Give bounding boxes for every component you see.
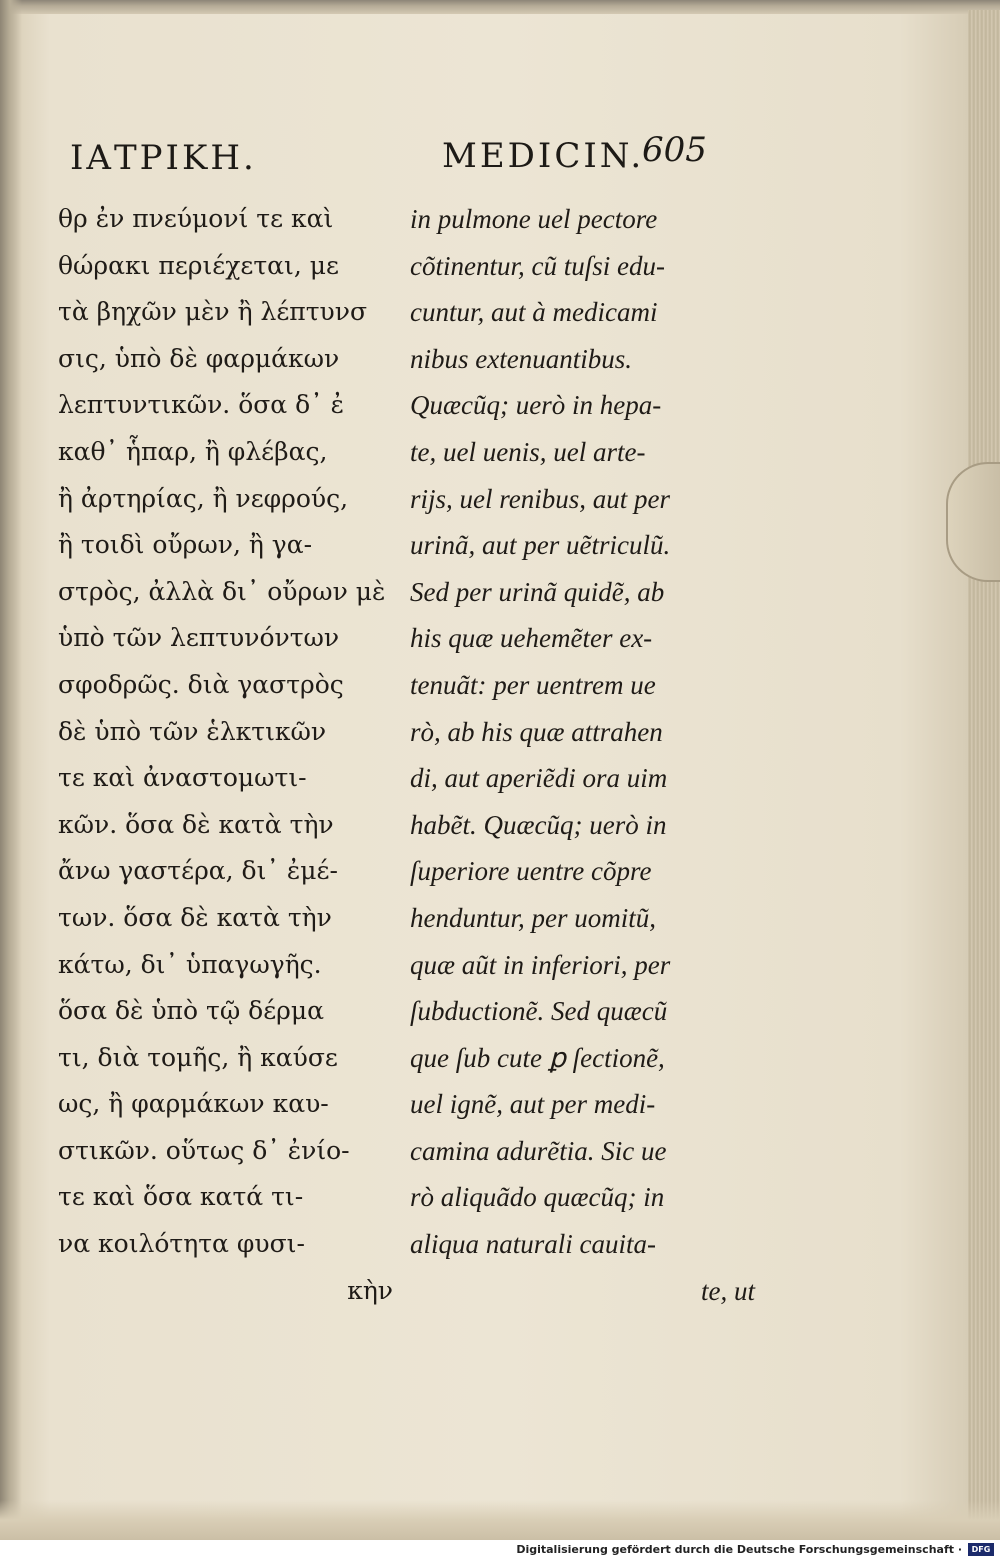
latin-line: habẽt. Quæcũq; uerò in [410, 809, 667, 840]
greek-line: των. ὅσα δὲ κατὰ τὴν [58, 902, 332, 932]
greek-line: ὅσα δὲ ὑπὸ τῷ δέρμα [58, 996, 324, 1026]
book-top-edge [0, 0, 1000, 14]
greek-line: να κοιλότητα φυσι- [58, 1229, 305, 1259]
greek-line: λεπτυντικῶν. ὅσα δ᾽ ἐ [58, 390, 345, 420]
latin-line: rò aliquãdo quæcũq; in [410, 1182, 665, 1213]
latin-running-title: MEDICIN. [442, 136, 645, 176]
greek-line: ἢ τοιδὶ οὔρων, ἢ γα- [58, 530, 313, 560]
greek-line: τε καὶ ἀναστομωτι- [58, 763, 307, 793]
greek-line: καθ᾽ ἧπαρ, ἢ φλέβας, [58, 436, 328, 466]
latin-line: tenuãt: per uentrem ue [410, 669, 656, 700]
greek-line: ως, ἢ φαρμάκων καυ- [58, 1089, 329, 1119]
running-header [70, 130, 750, 186]
greek-line: ὑπὸ τῶν λεπτυνόντων [58, 623, 340, 653]
latin-line: henduntur, per uomitũ, [410, 902, 656, 933]
latin-text-column [410, 196, 755, 1314]
page-number: 605 [642, 130, 707, 170]
latin-line: di, aut aperiẽdi ora uim [410, 763, 668, 794]
book-clasp [946, 462, 1000, 582]
latin-line: uel ignẽ, aut per medi- [410, 1089, 656, 1120]
greek-line: σφοδρῶς. διὰ γαστρὸς [58, 669, 344, 699]
greek-line: τε καὶ ὅσα κατά τι- [58, 1182, 304, 1212]
greek-line: σις, ὑπὸ δὲ φαρμάκων [58, 343, 340, 373]
latin-line: cõtinentur, cũ tuſsi edu- [410, 250, 665, 281]
latin-line: nibus extenuantibus. [410, 343, 632, 374]
latin-line: his quæ uehemẽter ex- [410, 623, 653, 654]
greek-line: τι, διὰ τομῆς, ἢ καύσε [58, 1042, 338, 1072]
greek-line: ἄνω γαστέρα, δι᾽ ἐμέ- [58, 856, 338, 886]
funding-credit: Digitalisierung gefördert durch die Deutsche Forschungsgemeinschaft · [516, 1543, 962, 1556]
latin-line: in pulmone uel pectore [410, 204, 658, 234]
latin-line: cuntur, aut à medicami [410, 297, 658, 328]
greek-catchword: κὴν [347, 1275, 393, 1305]
latin-line: ſubductionẽ. Sed quæcũ [410, 996, 668, 1027]
latin-line: Sed per urinã quidẽ, ab [410, 576, 665, 607]
dfg-logo: DFG [968, 1543, 994, 1556]
greek-running-title: ΙΑΤΡΙΚΗ. [70, 138, 257, 178]
latin-line: quæ aũt in inferiori, per [410, 949, 671, 980]
greek-line: κάτω, δι᾽ ὑπαγωγῆς. [58, 949, 322, 979]
latin-line: Quæcũq; uerò in hepa- [410, 390, 662, 421]
greek-line: στικῶν. οὕτως δ᾽ ἐνίο- [58, 1135, 350, 1165]
latin-line: camina adurẽtia. Sic ue [410, 1135, 667, 1166]
latin-line: aliqua naturali cauita- [410, 1229, 656, 1260]
greek-line: στρὸς, ἀλλὰ δι᾽ οὔρων μὲ [58, 576, 386, 606]
greek-text-column [58, 196, 393, 1314]
latin-line: que ſub cute ꝑ ſectionẽ, [410, 1042, 665, 1073]
greek-line: θρ ἐν πνεύμονί τε καὶ [58, 204, 334, 233]
page-stack-edge [968, 10, 1000, 1540]
latin-line: rò, ab his quæ attrahen [410, 716, 663, 747]
greek-line: κῶν. ὅσα δὲ κατὰ τὴν [58, 809, 334, 839]
gutter-shadow [0, 0, 22, 1540]
latin-line: urinã, aut per uẽtriculũ. [410, 530, 671, 561]
greek-line: δὲ ὑπὸ τῶν ἑλκτικῶν [58, 716, 327, 746]
greek-line: θώρακι περιέχεται, με [58, 250, 339, 280]
digitization-footer [0, 1540, 1000, 1560]
latin-line: te, uel uenis, uel arte- [410, 436, 646, 467]
book-bottom-edge [0, 1500, 1000, 1540]
latin-catchword: te, ut [701, 1275, 755, 1306]
greek-line: ἢ ἀρτηρίας, ἢ νεφρούς, [58, 483, 349, 513]
greek-line: τὰ βηχῶν μὲν ἢ λέπτυνσ [58, 297, 368, 327]
latin-line: ſuperiore uentre cõpre [410, 856, 652, 887]
latin-line: rijs, uel renibus, aut per [410, 483, 670, 514]
